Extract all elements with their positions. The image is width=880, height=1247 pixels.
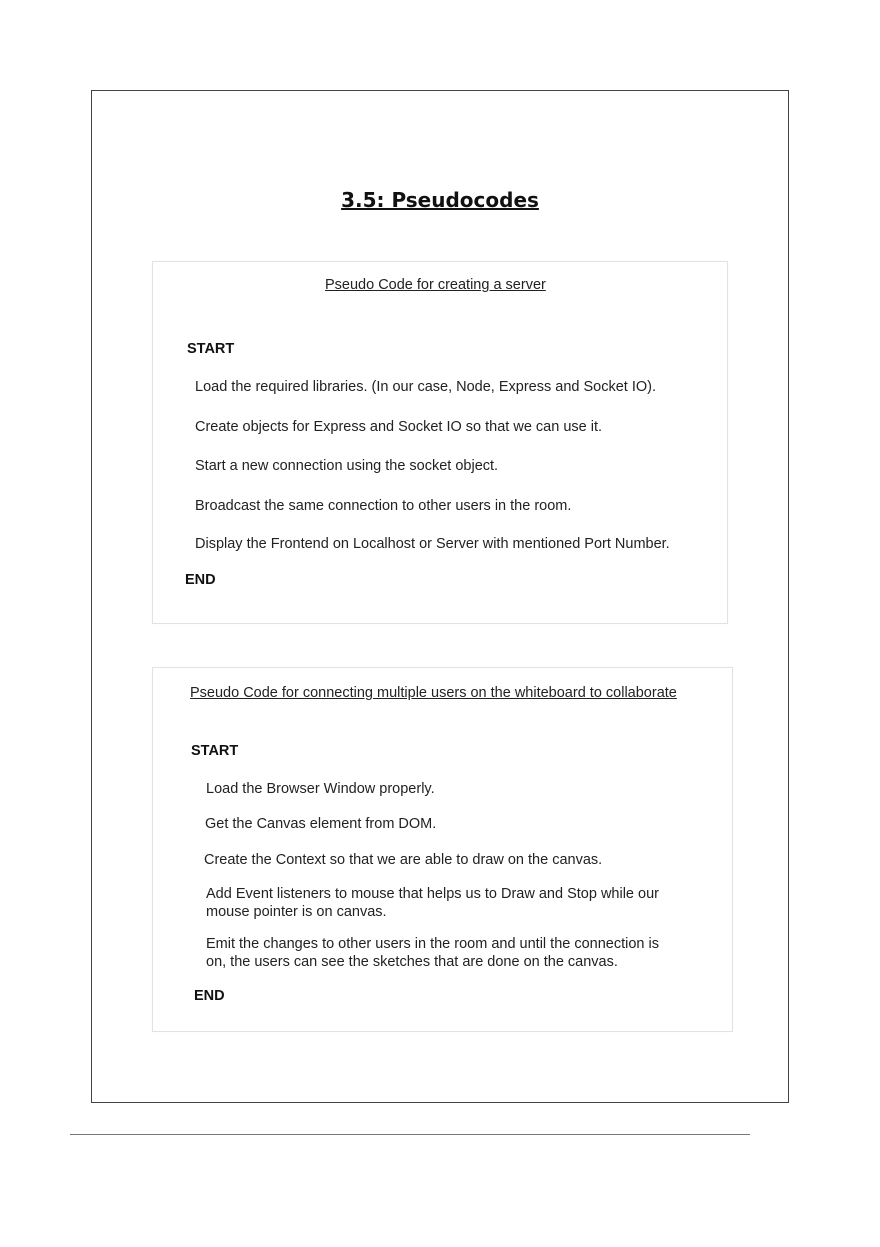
step-line: Get the Canvas element from DOM. [205, 816, 437, 832]
step-line: Broadcast the same connection to other users in the room. [195, 498, 572, 514]
step-line: Add Event listeners to mouse that helps us to Draw and Stop while our mouse pointer is on canvas. [206, 886, 659, 920]
section-title: 3.5: Pseudocodes [341, 188, 539, 212]
step-line: Display the Frontend on Localhost or Server with mentioned Port Number. [195, 536, 670, 552]
step-line: Load the required libraries. (In our case, Node, Express and Socket IO). [195, 379, 657, 395]
block-heading: Pseudo Code for creating a server [325, 277, 546, 293]
end-keyword: END [194, 988, 225, 1004]
pseudocode-block-whiteboard [152, 667, 733, 1032]
start-keyword: START [191, 743, 239, 759]
pseudocode-block-server [152, 261, 728, 624]
block-heading: Pseudo Code for connecting multiple users on the whiteboard to collaborate [190, 685, 677, 701]
step-line: Emit the changes to other users in the room and until the connection is on, the users can see the sketches that are done on the canvas. [206, 936, 659, 970]
step-line: Create the Context so that we are able to draw on the canvas. [204, 852, 603, 868]
step-line: Load the Browser Window properly. [206, 781, 435, 797]
step-line: Create objects for Express and Socket IO so that we can use it. [195, 419, 603, 435]
footer-divider [70, 1134, 750, 1135]
step-line: Start a new connection using the socket object. [195, 458, 499, 474]
start-keyword: START [187, 341, 235, 357]
end-keyword: END [185, 572, 216, 588]
